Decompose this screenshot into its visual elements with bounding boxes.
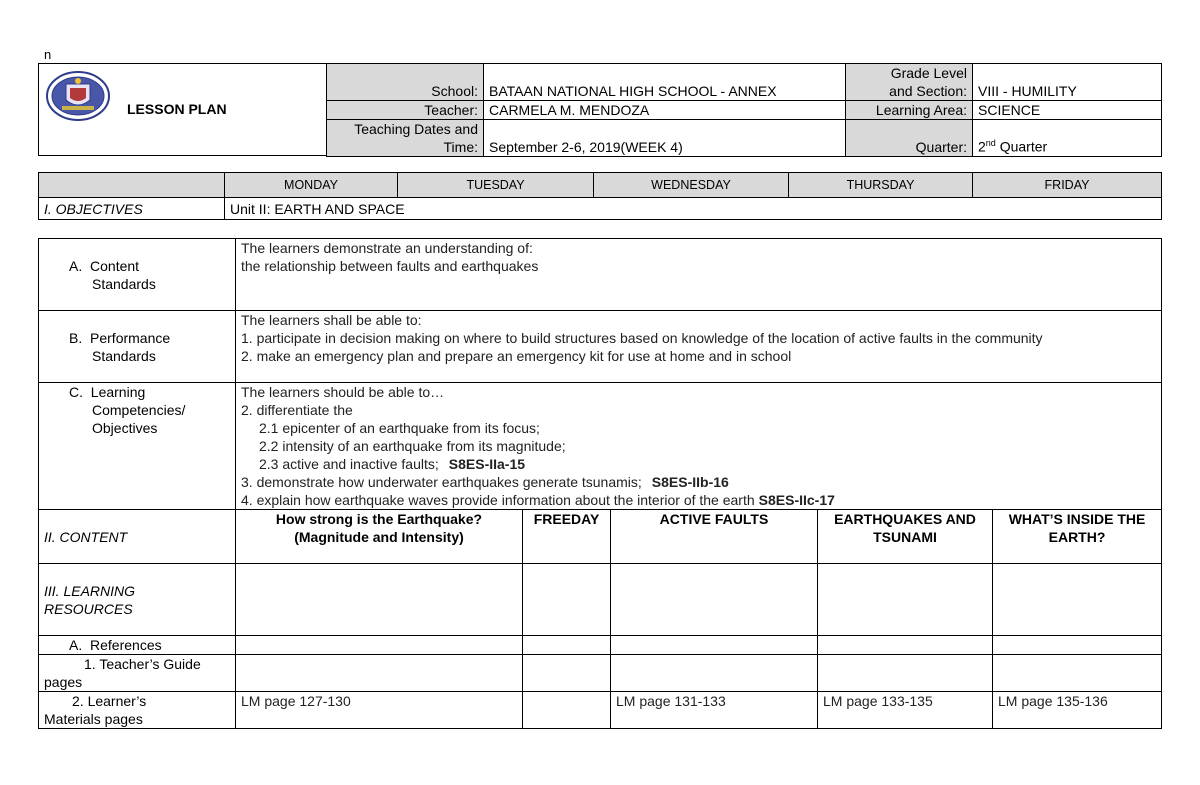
tg-friday	[993, 655, 1162, 692]
references-thursday	[818, 636, 993, 655]
day-thursday: THURSDAY	[789, 173, 973, 198]
resources-thursday	[818, 564, 993, 636]
deped-seal-icon	[44, 70, 112, 122]
content-standards-text: The learners demonstrate an understanding of: the relationship between faults and earthquakes	[236, 239, 1162, 311]
content-tuesday: FREEDAY	[523, 510, 611, 564]
references-label: A. References	[39, 636, 236, 655]
lesson-plan-title: LESSON PLAN	[127, 101, 227, 117]
school-value: BATAAN NATIONAL HIGH SCHOOL - ANNEX	[484, 64, 846, 101]
lm-monday: LM page 127-130	[236, 692, 523, 729]
days-corner	[39, 173, 225, 198]
stray-mark: n	[44, 47, 52, 62]
lm-friday: LM page 135-136	[993, 692, 1162, 729]
performance-standards-text: The learners shall be able to: 1. participate in decision making on where to build structures based on knowledge of the location of active faults in the community 2. make an emergency plan and prepare an emergency kit for use at home and in school	[236, 311, 1162, 383]
lm-tuesday	[523, 692, 611, 729]
quarter-label: Quarter:	[846, 120, 973, 157]
tg-monday	[236, 655, 523, 692]
dates-label: Teaching Dates and Time:	[327, 120, 484, 157]
resources-monday	[236, 564, 523, 636]
day-tuesday: TUESDAY	[398, 173, 594, 198]
objectives-label: I. OBJECTIVES	[39, 198, 225, 220]
references-tuesday	[523, 636, 611, 655]
grade-value: VIII - HUMILITY	[973, 64, 1162, 101]
resources-wednesday	[611, 564, 818, 636]
learning-area-label: Learning Area:	[846, 101, 973, 120]
dates-value: September 2-6, 2019(WEEK 4)	[484, 120, 846, 157]
content-label: II. CONTENT	[39, 510, 236, 564]
competencies-label: C. Learning Competencies/ Objectives	[39, 383, 236, 510]
content-standards-label: A. Content Standards	[39, 239, 236, 311]
content-monday: How strong is the Earthquake? (Magnitude and Intensity)	[236, 510, 523, 564]
unit-title: Unit II: EARTH AND SPACE	[225, 198, 1162, 220]
lm-wednesday: LM page 131-133	[611, 692, 818, 729]
learners-materials-label: 2. Learner’s Materials pages	[39, 692, 236, 729]
day-wednesday: WEDNESDAY	[594, 173, 789, 198]
resources-tuesday	[523, 564, 611, 636]
resources-friday	[993, 564, 1162, 636]
teacher-label: Teacher:	[327, 101, 484, 120]
day-monday: MONDAY	[225, 173, 398, 198]
content-wednesday: ACTIVE FAULTS	[611, 510, 818, 564]
lm-thursday: LM page 133-135	[818, 692, 993, 729]
learning-resources-label: III. LEARNING RESOURCES	[39, 564, 236, 636]
performance-standards-label: B. Performance Standards	[39, 311, 236, 383]
teachers-guide-label: 1. Teacher’s Guide pages	[39, 655, 236, 692]
content-friday: WHAT’S INSIDE THE EARTH?	[993, 510, 1162, 564]
content-thursday: EARTHQUAKES AND TSUNAMI	[818, 510, 993, 564]
tg-tuesday	[523, 655, 611, 692]
teacher-value: CARMELA M. MENDOZA	[484, 101, 846, 120]
main-table	[38, 238, 1162, 729]
school-label: School:	[327, 64, 484, 101]
grade-label: Grade Level and Section:	[846, 64, 973, 101]
day-friday: FRIDAY	[973, 173, 1162, 198]
days-table	[38, 172, 1162, 220]
references-wednesday	[611, 636, 818, 655]
references-monday	[236, 636, 523, 655]
references-friday	[993, 636, 1162, 655]
tg-wednesday	[611, 655, 818, 692]
header-info-table	[326, 63, 1162, 157]
learning-area-value: SCIENCE	[973, 101, 1162, 120]
competencies-text: The learners should be able to… 2. differentiate the 2.1 epicenter of an earthquake from its focus; 2.2 intensity of an earthquake from its magnitude; 2.3 active and inactive faults; S8ES-IIa-15 3. demonstrate how underwater earthquakes generate tsunamis; S8ES-IIb-16 4. explain how earthquake waves provide information about the interior of the earth S8ES-IIc-17	[236, 383, 1162, 510]
quarter-value: 2nd Quarter	[973, 120, 1162, 157]
tg-thursday	[818, 655, 993, 692]
header-logo-cell	[38, 63, 328, 156]
